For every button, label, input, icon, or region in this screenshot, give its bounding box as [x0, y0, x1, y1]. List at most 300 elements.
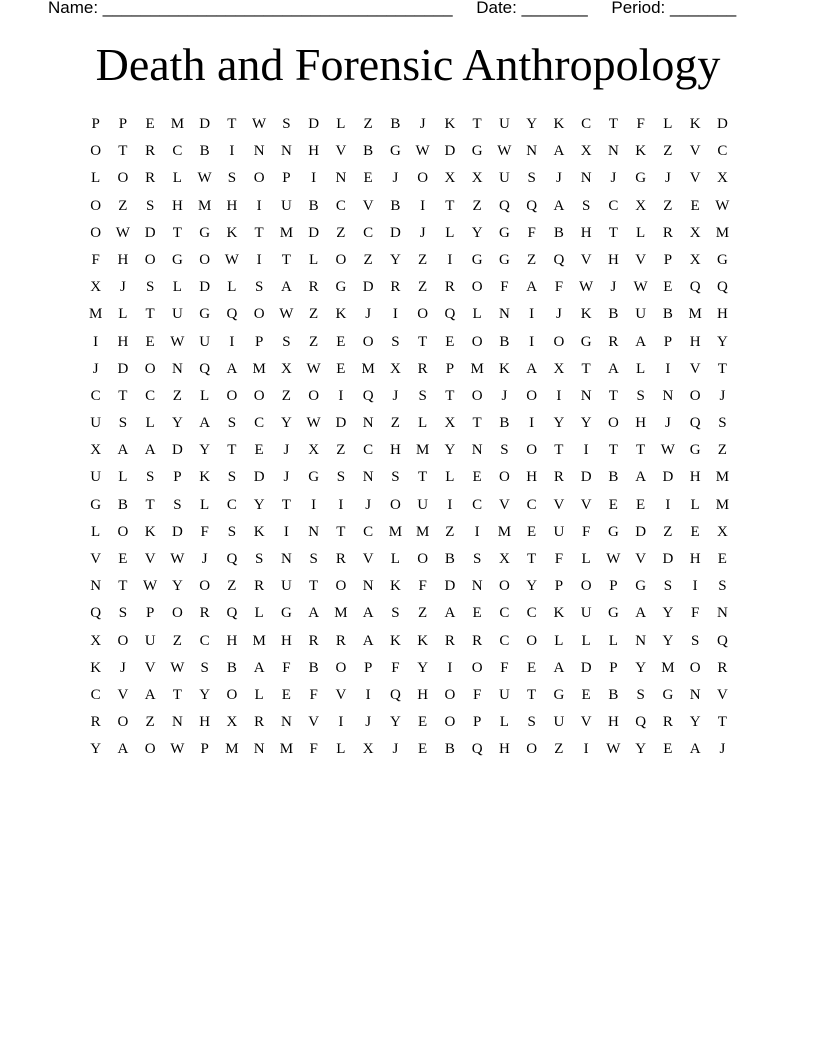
- grid-letter: W: [224, 251, 239, 268]
- grid-letter: K: [580, 306, 592, 323]
- grid-letter: J: [419, 224, 426, 241]
- grid-letter: R: [90, 714, 101, 731]
- grid-letter: R: [199, 605, 210, 622]
- grid-letter: D: [308, 224, 320, 241]
- grid-letter: F: [500, 279, 509, 296]
- grid-letter: M: [361, 360, 375, 377]
- grid-letter: Z: [281, 387, 291, 404]
- grid-letter: W: [606, 741, 621, 758]
- grid-letter: T: [608, 224, 618, 241]
- grid-letter: S: [391, 333, 400, 350]
- grid-letter: K: [553, 116, 565, 132]
- grid-letter: P: [173, 469, 182, 486]
- grid-letter: Z: [363, 251, 373, 268]
- grid-letter: P: [363, 659, 373, 676]
- grid-letter: F: [472, 686, 482, 703]
- grid-letter: R: [308, 632, 319, 649]
- grid-letter: G: [171, 251, 183, 268]
- grid-row: [82, 600, 736, 627]
- grid-letter: B: [608, 306, 619, 323]
- grid-letter: L: [118, 306, 128, 323]
- grid-letter: X: [280, 360, 292, 377]
- grid-letter: N: [90, 578, 102, 595]
- grid-letter: I: [665, 360, 671, 377]
- grid-letter: S: [254, 551, 264, 567]
- grid-letter: L: [91, 170, 101, 187]
- grid-letter: E: [636, 496, 646, 513]
- grid-letter: P: [554, 578, 564, 595]
- grid-letter: N: [689, 686, 701, 703]
- grid-letter: H: [117, 251, 129, 268]
- grid-letter: T: [172, 686, 182, 703]
- grid-letter: T: [309, 578, 319, 595]
- grid-letter: G: [280, 605, 292, 622]
- grid-letter: E: [336, 333, 346, 350]
- grid-letter: O: [580, 578, 592, 595]
- grid-letter: I: [283, 523, 289, 540]
- grid-letter: F: [91, 251, 100, 268]
- grid-letter: R: [472, 632, 483, 649]
- grid-letter: C: [335, 197, 346, 214]
- grid-letter: G: [199, 224, 211, 241]
- grid-letter: B: [363, 143, 374, 160]
- grid-letter: H: [526, 469, 538, 486]
- grid-letter: N: [471, 442, 483, 459]
- grid-letter: Q: [199, 360, 211, 377]
- grid-letter: J: [719, 741, 726, 758]
- grid-letter: R: [145, 143, 156, 160]
- grid-letter: K: [553, 605, 565, 622]
- grid-letter: Z: [445, 523, 455, 540]
- page-title: Death and Forensic Anthropology: [95, 39, 721, 90]
- grid-letter: B: [608, 469, 619, 486]
- grid-letter: A: [635, 333, 647, 350]
- grid-letter: S: [200, 659, 209, 676]
- grid-letter: Z: [172, 632, 182, 649]
- grid-letter: Q: [689, 279, 701, 296]
- grid-letter: K: [389, 578, 401, 595]
- grid-letter: D: [117, 360, 129, 377]
- grid-letter: T: [281, 496, 291, 513]
- grid-letter: W: [170, 741, 185, 758]
- grid-letter: S: [173, 496, 182, 513]
- grid-letter: O: [471, 659, 483, 676]
- grid-letter: O: [199, 578, 211, 595]
- grid-letter: C: [526, 605, 537, 622]
- grid-letter: J: [719, 387, 726, 404]
- grid-letter: E: [472, 469, 482, 486]
- grid-letter: B: [226, 659, 237, 676]
- grid-letter: D: [635, 523, 647, 540]
- grid-letter: H: [580, 224, 592, 241]
- grid-letter: T: [254, 224, 264, 241]
- grid-letter: S: [391, 469, 400, 486]
- grid-letter: E: [527, 523, 537, 540]
- grid-letter: P: [91, 116, 100, 132]
- grid-letter: J: [610, 170, 617, 187]
- grid-letter: R: [308, 279, 319, 296]
- grid-letter: L: [200, 387, 210, 404]
- grid-letter: Y: [389, 714, 401, 731]
- grid-letter: A: [553, 143, 565, 160]
- grid-letter: L: [581, 632, 591, 649]
- grid-letter: Y: [199, 686, 211, 703]
- grid-letter: A: [226, 360, 238, 377]
- grid-letter: O: [226, 387, 238, 404]
- grid-letter: O: [335, 578, 347, 595]
- grid-letter: B: [444, 551, 455, 567]
- grid-letter: Z: [172, 387, 182, 404]
- grid-letter: W: [115, 224, 130, 241]
- grid-letter: I: [583, 442, 589, 459]
- grid-letter: R: [335, 551, 346, 567]
- grid-letter: I: [256, 197, 262, 214]
- grid-letter: T: [445, 387, 455, 404]
- grid-letter: B: [444, 741, 455, 758]
- grid-row: [82, 329, 736, 356]
- grid-letter: X: [553, 360, 565, 377]
- grid-letter: N: [308, 523, 320, 540]
- grid-letter: A: [607, 360, 619, 377]
- grid-letter: D: [144, 224, 156, 241]
- grid-letter: S: [581, 197, 591, 214]
- grid-letter: A: [144, 442, 156, 459]
- grid-letter: S: [663, 578, 673, 595]
- grid-letter: O: [362, 333, 374, 350]
- grid-letter: S: [254, 279, 264, 296]
- grid-letter: O: [471, 333, 483, 350]
- grid-letter: I: [229, 143, 235, 160]
- grid-letter: I: [447, 659, 453, 676]
- grid-letter: F: [581, 523, 591, 540]
- grid-letter: D: [308, 116, 320, 132]
- grid-letter: J: [365, 714, 372, 731]
- grid-letter: O: [471, 387, 483, 404]
- grid-letter: E: [145, 333, 155, 350]
- grid-letter: D: [171, 442, 183, 459]
- grid-letter: D: [662, 551, 674, 567]
- grid-letter: E: [472, 605, 482, 622]
- grid-letter: C: [363, 442, 374, 459]
- grid-letter: J: [392, 741, 399, 758]
- grid-letter: R: [662, 714, 673, 731]
- grid-letter: S: [145, 469, 155, 486]
- grid-letter: L: [254, 605, 264, 622]
- grid-letter: Y: [635, 741, 647, 758]
- grid-letter: T: [336, 523, 346, 540]
- grid-letter: G: [90, 496, 102, 513]
- grid-letter: L: [663, 116, 673, 132]
- grid-letter: S: [145, 197, 155, 214]
- grid-letter: U: [144, 632, 156, 649]
- grid-letter: L: [172, 170, 182, 187]
- grid-letter: E: [663, 279, 673, 296]
- grid-letter: D: [716, 116, 728, 132]
- grid-letter: C: [145, 387, 156, 404]
- grid-letter: U: [417, 496, 429, 513]
- grid-letter: S: [527, 170, 536, 187]
- grid-letter: C: [608, 197, 619, 214]
- grid-letter: I: [338, 387, 344, 404]
- grid-letter: E: [690, 523, 700, 540]
- grid-letter: B: [499, 415, 510, 432]
- grid-letter: Y: [635, 659, 647, 676]
- grid-letter: W: [415, 143, 430, 160]
- grid-letter: R: [145, 170, 156, 187]
- grid-letter: K: [689, 116, 701, 132]
- grid-letter: D: [335, 415, 347, 432]
- grid-letter: O: [526, 741, 538, 758]
- grid-letter: F: [282, 659, 291, 676]
- grid-letter: Y: [471, 224, 483, 241]
- grid-letter: X: [580, 143, 592, 160]
- grid-letter: H: [689, 551, 701, 567]
- grid-letter: V: [144, 551, 156, 567]
- grid-row: [82, 492, 736, 519]
- grid-letter: J: [555, 170, 562, 187]
- grid-letter: G: [635, 578, 647, 595]
- grid-letter: J: [664, 170, 671, 187]
- grid-letter: T: [227, 116, 237, 132]
- grid-letter: V: [308, 714, 320, 731]
- grid-letter: T: [608, 442, 618, 459]
- grid-letter: F: [500, 659, 509, 676]
- grid-letter: W: [306, 360, 321, 377]
- grid-letter: W: [252, 116, 267, 132]
- grid-row: [82, 165, 736, 192]
- grid-letter: T: [717, 360, 727, 377]
- grid-letter: J: [555, 306, 562, 323]
- grid-letter: L: [91, 523, 101, 540]
- grid-letter: W: [170, 551, 185, 567]
- grid-letter: Y: [417, 659, 429, 676]
- grid-letter: B: [308, 197, 319, 214]
- grid-letter: X: [90, 279, 102, 296]
- grid-letter: O: [144, 741, 156, 758]
- grid-letter: J: [201, 551, 208, 567]
- grid-letter: K: [335, 306, 347, 323]
- grid-letter: U: [553, 523, 565, 540]
- grid-row: [82, 301, 736, 328]
- grid-letter: S: [227, 170, 237, 187]
- grid-letter: Z: [663, 143, 673, 160]
- grid-letter: J: [664, 415, 671, 432]
- grid-letter: S: [718, 578, 727, 595]
- grid-letter: R: [444, 279, 455, 296]
- grid-letter: F: [200, 523, 209, 540]
- grid-letter: O: [90, 224, 102, 241]
- grid-letter: L: [581, 551, 591, 567]
- grid-letter: S: [118, 605, 128, 622]
- grid-letter: E: [527, 659, 537, 676]
- grid-letter: M: [715, 224, 730, 241]
- grid-letter: I: [256, 251, 262, 268]
- grid-letter: C: [472, 496, 483, 513]
- grid-letter: L: [472, 306, 482, 323]
- grid-letter: V: [335, 143, 347, 160]
- grid-letter: C: [226, 496, 237, 513]
- grid-letter: Z: [363, 116, 373, 132]
- grid-letter: X: [362, 741, 374, 758]
- grid-row: [82, 546, 736, 573]
- grid-letter: L: [336, 116, 346, 132]
- grid-letter: T: [418, 469, 428, 486]
- grid-letter: P: [663, 251, 673, 268]
- grid-letter: F: [418, 578, 427, 595]
- grid-letter: U: [171, 306, 183, 323]
- grid-letter: U: [90, 415, 102, 432]
- grid-letter: E: [663, 741, 673, 758]
- grid-letter: N: [580, 387, 592, 404]
- grid-letter: Q: [689, 415, 701, 432]
- grid-letter: A: [362, 605, 374, 622]
- grid-letter: L: [445, 469, 455, 486]
- grid-letter: T: [554, 442, 564, 459]
- grid-letter: P: [609, 578, 618, 595]
- grid-letter: V: [144, 659, 156, 676]
- grid-letter: Q: [716, 279, 728, 296]
- grid-letter: F: [554, 279, 564, 296]
- grid-letter: A: [689, 741, 701, 758]
- grid-letter: Z: [554, 741, 564, 758]
- grid-letter: H: [199, 714, 211, 731]
- grid-letter: H: [308, 143, 320, 160]
- grid-letter: X: [635, 197, 647, 214]
- grid-letter: W: [497, 143, 512, 160]
- grid-letter: L: [172, 279, 182, 296]
- grid-letter: H: [226, 632, 238, 649]
- grid-letter: M: [225, 741, 239, 758]
- grid-letter: D: [199, 116, 211, 132]
- grid-letter: L: [418, 415, 428, 432]
- grid-letter: Z: [227, 578, 237, 595]
- grid-row: [82, 410, 736, 437]
- grid-letter: A: [635, 605, 647, 622]
- grid-letter: A: [144, 686, 156, 703]
- grid-letter: S: [500, 442, 509, 459]
- grid-letter: H: [389, 442, 401, 459]
- grid-letter: V: [362, 197, 374, 214]
- grid-letter: T: [281, 251, 291, 268]
- grid-letter: I: [420, 197, 426, 214]
- grid-letter: W: [170, 659, 185, 676]
- grid-letter: C: [717, 143, 728, 160]
- grid-letter: W: [715, 197, 730, 214]
- grid-letter: M: [661, 659, 675, 676]
- grid-letter: T: [145, 496, 155, 513]
- grid-letter: Q: [90, 605, 102, 622]
- grid-letter: O: [498, 578, 510, 595]
- grid-letter: P: [118, 116, 128, 132]
- grid-letter: N: [253, 143, 265, 160]
- grid-letter: U: [280, 578, 292, 595]
- grid-letter: L: [145, 415, 155, 432]
- grid-letter: H: [498, 741, 510, 758]
- grid-letter: J: [365, 306, 372, 323]
- grid-letter: O: [689, 659, 701, 676]
- grid-letter: Q: [526, 197, 538, 214]
- grid-letter: D: [389, 224, 401, 241]
- grid-letter: N: [171, 714, 183, 731]
- grid-letter: N: [471, 578, 483, 595]
- grid-letter: P: [609, 659, 618, 676]
- grid-letter: X: [716, 170, 728, 187]
- grid-letter: D: [444, 578, 456, 595]
- grid-letter: D: [199, 279, 211, 296]
- grid-letter: D: [253, 469, 265, 486]
- grid-letter: T: [145, 306, 155, 323]
- grid-letter: F: [554, 551, 564, 567]
- grid-letter: O: [471, 279, 483, 296]
- grid-letter: I: [311, 496, 317, 513]
- grid-letter: L: [499, 714, 509, 731]
- grid-letter: S: [636, 387, 645, 404]
- grid-letter: W: [306, 415, 321, 432]
- grid-letter: V: [580, 496, 592, 513]
- grid-letter: Y: [662, 605, 674, 622]
- grid-letter: S: [636, 686, 645, 703]
- grid-letter: G: [498, 224, 510, 241]
- grid-letter: S: [418, 387, 427, 404]
- grid-letter: Q: [444, 306, 456, 323]
- grid-letter: A: [553, 197, 565, 214]
- grid-letter: Y: [171, 578, 183, 595]
- grid-letter: Z: [527, 251, 537, 268]
- grid-letter: T: [636, 442, 646, 459]
- grid-letter: M: [197, 197, 212, 214]
- grid-letter: Q: [635, 714, 647, 731]
- grid-letter: O: [444, 686, 456, 703]
- grid-letter: S: [227, 415, 237, 432]
- grid-letter: D: [580, 469, 592, 486]
- grid-letter: B: [390, 116, 401, 132]
- grid-letter: P: [200, 741, 209, 758]
- grid-letter: H: [607, 714, 619, 731]
- grid-letter: Q: [553, 251, 565, 268]
- grid-letter: Z: [390, 415, 400, 432]
- grid-letter: Q: [226, 605, 238, 622]
- grid-letter: V: [553, 496, 565, 513]
- grid-letter: X: [389, 360, 401, 377]
- grid-letter: T: [227, 442, 237, 459]
- grid-letter: A: [117, 741, 129, 758]
- grid-letter: O: [90, 143, 102, 160]
- grid-letter: O: [689, 387, 701, 404]
- grid-letter: A: [553, 659, 565, 676]
- grid-letter: O: [117, 714, 129, 731]
- grid-letter: Q: [716, 632, 728, 649]
- grid-letter: A: [280, 279, 292, 296]
- grid-letter: N: [662, 387, 674, 404]
- grid-row: [82, 111, 736, 138]
- grid-letter: I: [692, 578, 698, 595]
- grid-letter: B: [608, 686, 619, 703]
- grid-letter: R: [662, 224, 673, 241]
- grid-letter: W: [606, 551, 621, 567]
- grid-letter: R: [335, 632, 346, 649]
- grid-letter: X: [444, 170, 456, 187]
- grid-letter: U: [199, 333, 211, 350]
- grid-letter: Y: [716, 333, 728, 350]
- grid-letter: X: [498, 551, 510, 567]
- grid-letter: T: [472, 415, 482, 432]
- grid-letter: B: [117, 496, 128, 513]
- grid-letter: M: [715, 496, 730, 513]
- grid-letter: S: [336, 469, 346, 486]
- grid-letter: T: [527, 686, 537, 703]
- grid-row: [82, 519, 736, 546]
- grid-letter: V: [716, 686, 728, 703]
